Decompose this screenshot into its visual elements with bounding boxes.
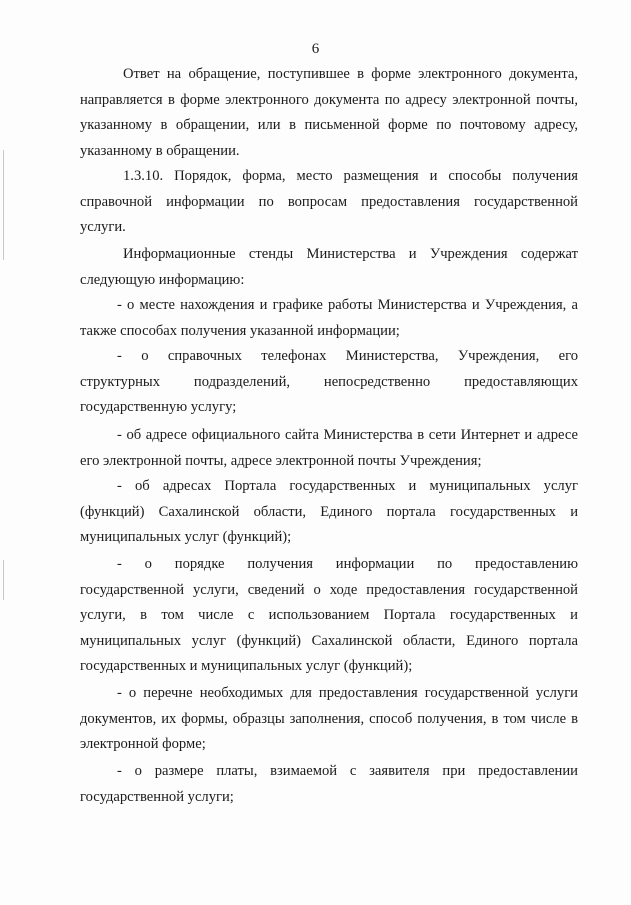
text-line: услуги.: [80, 219, 126, 235]
text-line: государственной услуги, сведений о ходе предоставления государственной: [80, 581, 578, 598]
text-line: указанному в обращении, или в письменной форме по почтовому адресу,: [80, 117, 578, 133]
text-line: электронной форме;: [80, 736, 206, 752]
text-line: справочной информации по вопросам предоставления государственной: [80, 193, 578, 210]
paragraph: [80, 552, 578, 680]
scan-edge-mark: [3, 560, 4, 600]
text-line: следующую информацию:: [80, 271, 245, 288]
paragraph: [80, 62, 578, 164]
text-line: государственную услугу;: [80, 399, 237, 415]
paragraph: [80, 344, 578, 421]
text-line: государственных и муниципальных услуг (функций);: [80, 658, 413, 674]
paragraph: [80, 293, 578, 344]
text-line: также способах получения указанной информации;: [80, 322, 400, 339]
paragraph: [80, 759, 578, 810]
text-line: услуги, в том числе с использованием Портала государственных и: [80, 607, 578, 623]
text-line: - о перечне необходимых для предоставления государственной услуги: [117, 685, 578, 701]
paragraph: [80, 681, 578, 758]
text-line: муниципальных услуг (функций);: [80, 529, 292, 545]
text-line: муниципальных услуг (функций) Сахалинской области, Единого портала: [80, 632, 578, 649]
text-line: - об адресе официального сайта Министерства в сети Интернет и адресе: [117, 427, 578, 443]
text-line: Ответ на обращение, поступившее в форме электронного документа,: [123, 66, 578, 82]
paragraph: [80, 474, 578, 551]
text-line: - о справочных телефонах Министерства, Учреждения, его: [117, 348, 578, 364]
text-line: - о месте нахождения и графике работы Министерства и Учреждения, а: [117, 297, 578, 313]
text-line: (функций) Сахалинской области, Единого портала государственных и: [80, 503, 578, 520]
text-line: направляется в форме электронного документа по адресу электронной почты,: [80, 91, 578, 108]
paragraph: [80, 164, 578, 241]
text-line: - о порядке получения информации по предоставлению: [117, 556, 578, 572]
scan-edge-mark: [3, 150, 4, 260]
paragraph: [80, 242, 578, 293]
text-line: - о размере платы, взимаемой с заявителя при предоставлении: [117, 763, 578, 779]
text-line: указанному в обращении.: [80, 142, 240, 159]
text-line: Информационные стенды Министерства и Учреждения содержат: [123, 246, 578, 262]
text-line: структурных подразделений, непосредственно предоставляющих: [80, 373, 578, 390]
text-line: документов, их формы, образцы заполнения, способ получения, в том числе в: [80, 710, 578, 727]
text-line: государственной услуги;: [80, 788, 234, 805]
text-line: его электронной почты, адресе электронной почты Учреждения;: [80, 452, 482, 469]
page-number: 6: [311, 41, 320, 57]
text-line: 1.3.10. Порядок, форма, место размещения и способы получения: [123, 168, 578, 184]
paragraph: [80, 423, 578, 474]
text-line: - об адресах Портала государственных и муниципальных услуг: [117, 478, 578, 494]
